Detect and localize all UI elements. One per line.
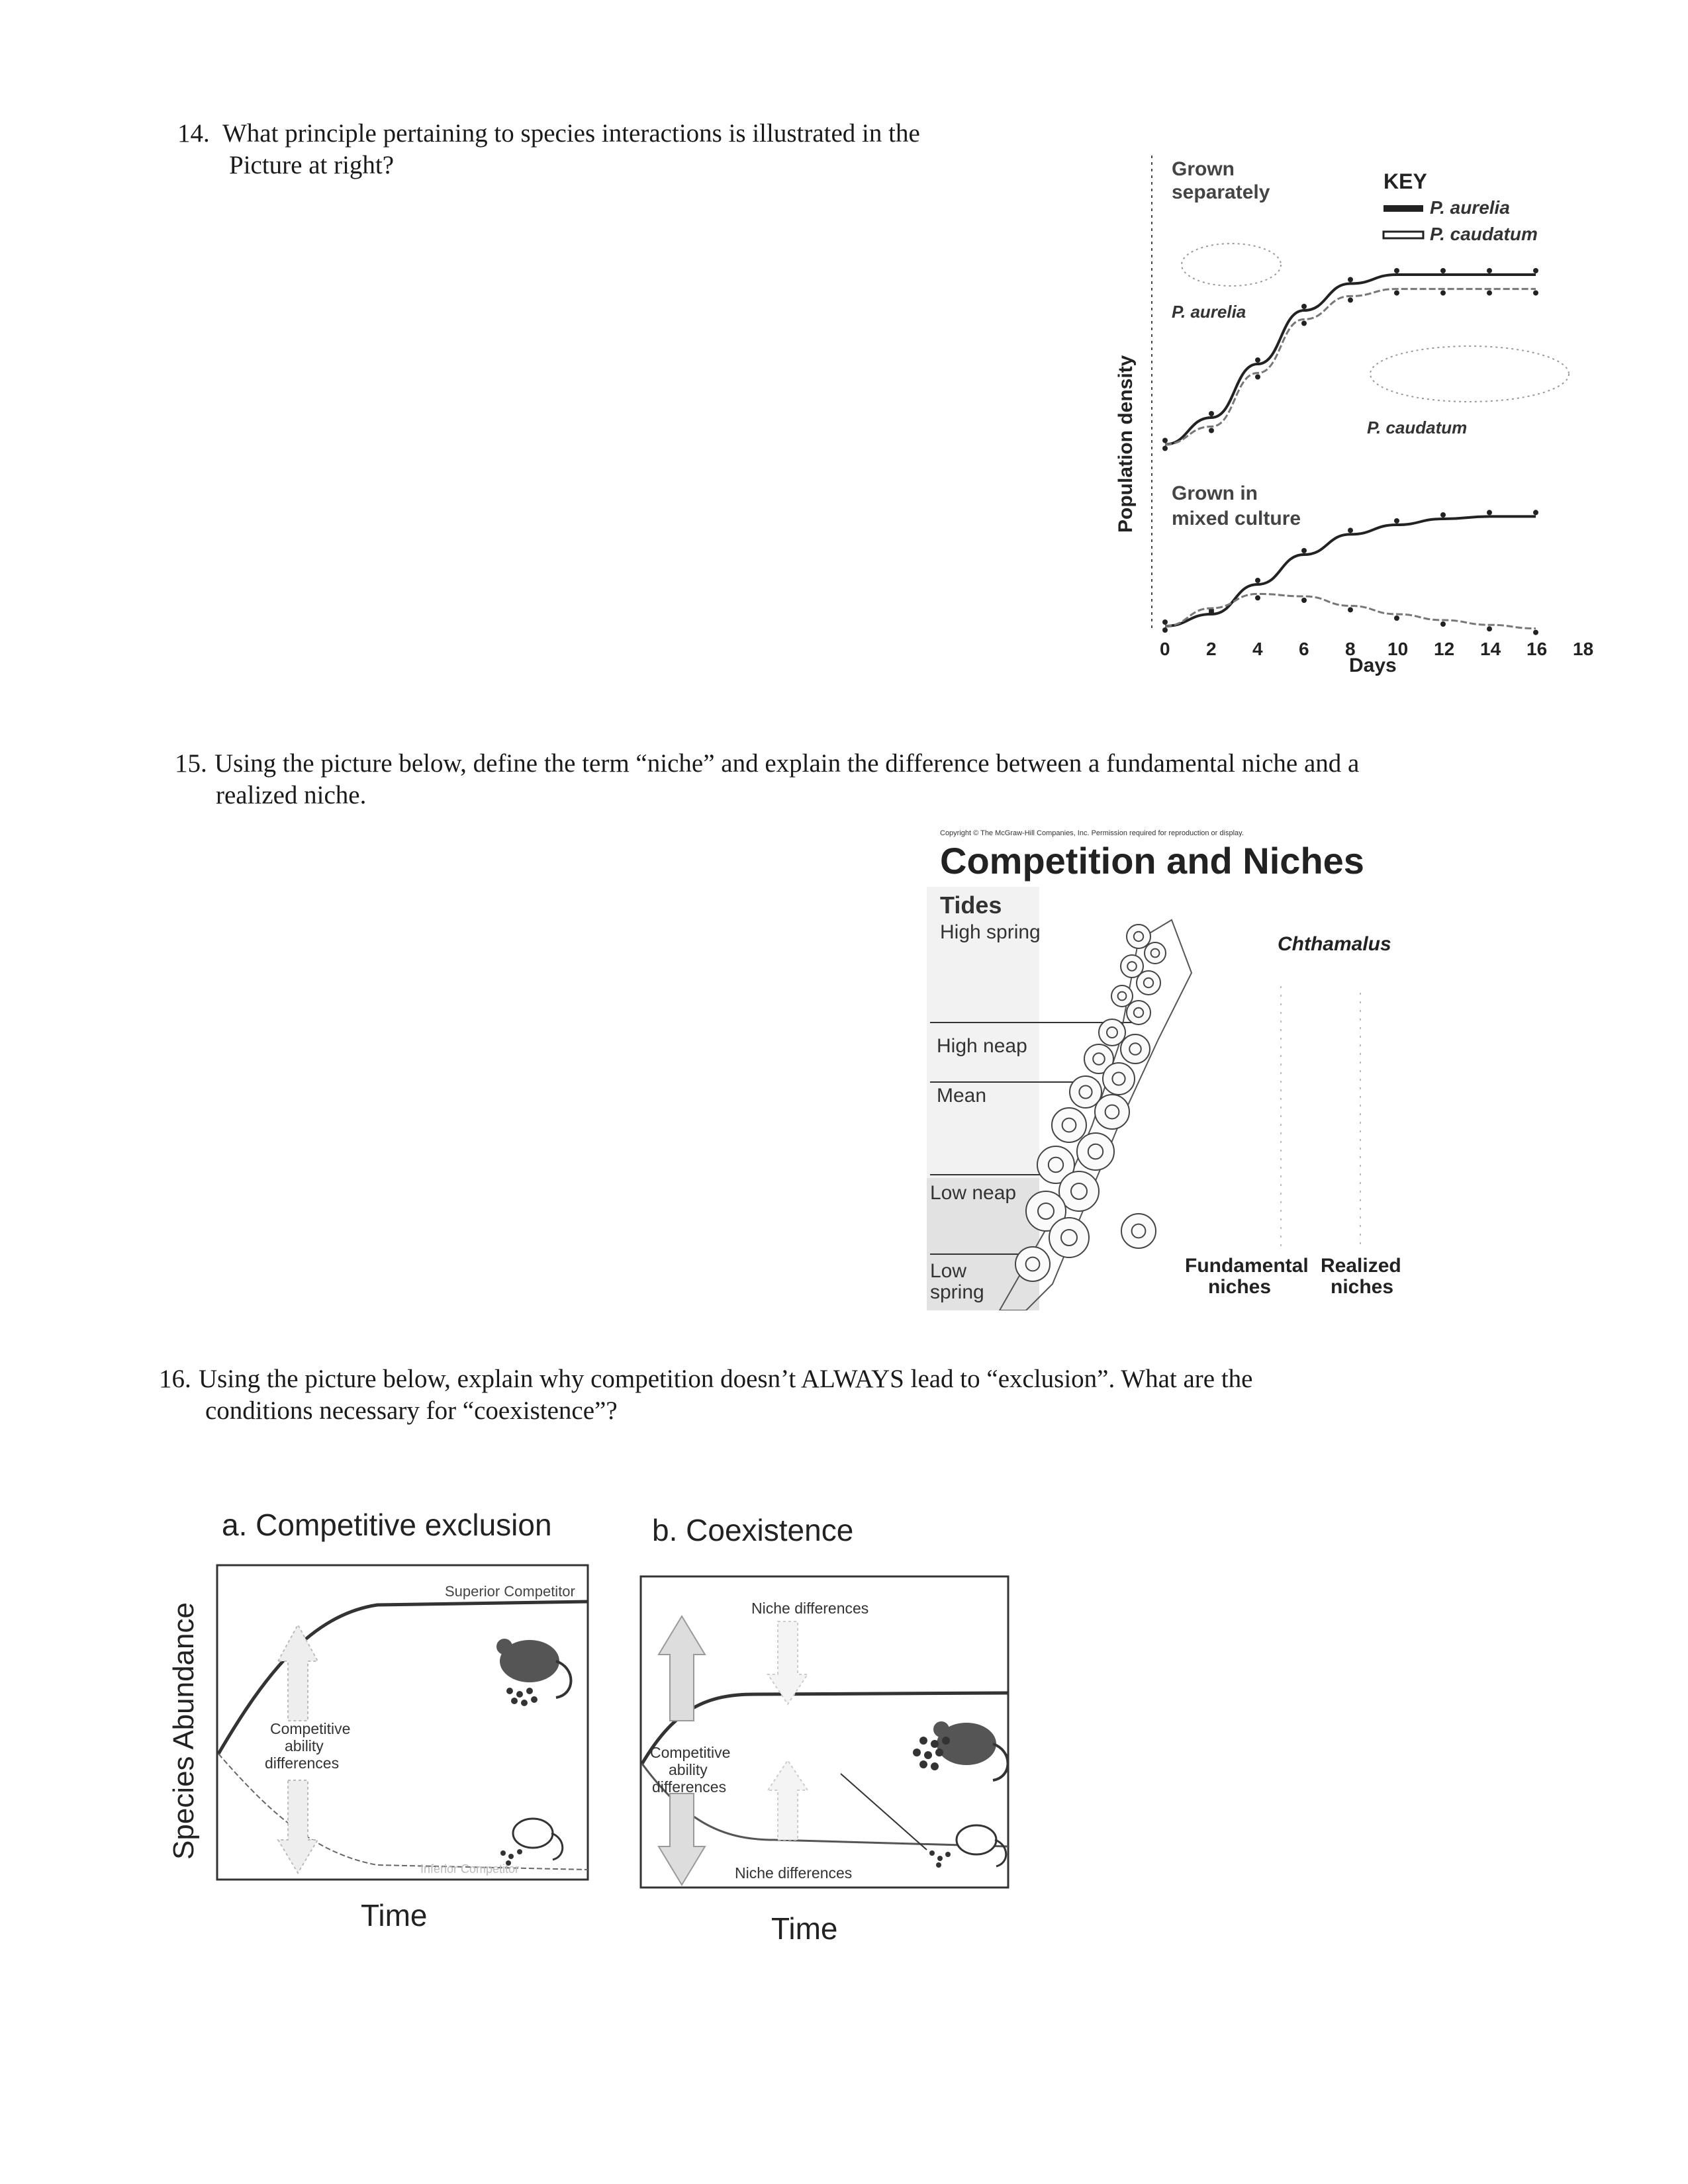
- data-point: [1301, 548, 1307, 553]
- paramecium-figure: [1099, 142, 1595, 698]
- barnacle: [1052, 1108, 1086, 1142]
- niches-title: Competition and Niches: [940, 840, 1364, 882]
- x-tick-label: 14: [1480, 639, 1501, 659]
- fundamental-niches-label: Fundamental: [1185, 1255, 1309, 1277]
- data-point: [1533, 268, 1538, 273]
- data-point: [1348, 277, 1353, 283]
- key-aurelia: P. aurelia: [1430, 197, 1510, 218]
- data-point: [1162, 627, 1168, 633]
- barnacle: [1099, 1019, 1125, 1046]
- question-text: Using the picture below, explain why competition doesn’t ALWAYS lead to “exclusion”. What are the: [199, 1365, 1253, 1393]
- level-high-spring: High spring: [940, 921, 1041, 943]
- data-point: [1255, 578, 1260, 583]
- panel-b-title: b. Coexistence: [652, 1513, 854, 1547]
- key-aurelia-swatch: [1383, 205, 1423, 212]
- data-point: [1209, 411, 1214, 416]
- question-text: What principle pertaining to species interactions is illustrated in the: [222, 119, 920, 148]
- level-low: Low: [930, 1260, 967, 1282]
- copyright-line: Copyright © The McGraw-Hill Companies, Inc. Permission required for reproduction or display.: [940, 829, 1244, 837]
- x-tick-label: 6: [1299, 639, 1309, 659]
- top-panel-label-2: separately: [1172, 181, 1270, 203]
- question-text: Picture at right?: [229, 151, 395, 179]
- data-point: [1348, 297, 1353, 302]
- level-low-neap: Low neap: [930, 1182, 1017, 1204]
- data-point: [1255, 357, 1260, 363]
- fundamental-niches-label-2: niches: [1208, 1276, 1272, 1298]
- data-point: [1162, 619, 1168, 625]
- coexistence-figure: [159, 1502, 1086, 1979]
- competitive-ability-line-3: differences: [265, 1754, 340, 1772]
- question-14: [177, 118, 1104, 181]
- x-tick-label: 16: [1526, 639, 1548, 659]
- barnacle: [1111, 985, 1133, 1007]
- competitive-ability-line-1: Competitive: [270, 1720, 351, 1737]
- competitive-ability-line-1: Competitive: [650, 1744, 731, 1761]
- x-tick-label: 8: [1345, 639, 1356, 659]
- competitive-ability-line-2: ability: [669, 1761, 708, 1778]
- superior-competitor-label: Superior Competitor: [445, 1583, 575, 1600]
- level-spring: spring: [930, 1281, 984, 1303]
- data-point: [1533, 630, 1538, 635]
- question-number: 15.: [175, 749, 207, 778]
- data-point: [1440, 512, 1446, 518]
- species-chthamalus: Chthamalus: [1278, 933, 1391, 955]
- barnacle: [1127, 925, 1150, 948]
- data-point: [1533, 291, 1538, 296]
- niche-differences-top: Niche differences: [751, 1600, 869, 1617]
- question-text: conditions necessary for “coexistence”?: [205, 1396, 618, 1425]
- x-axis-label: Days: [1349, 655, 1397, 676]
- top-panel-label-1: Grown: [1172, 158, 1235, 180]
- data-point: [1533, 510, 1538, 515]
- data-point: [1487, 510, 1492, 515]
- barnacle: [1103, 1063, 1135, 1095]
- data-point: [1394, 518, 1399, 523]
- data-point: [1487, 268, 1492, 273]
- barnacle: [1095, 1095, 1129, 1129]
- tides-label: Tides: [940, 891, 1002, 919]
- data-point: [1394, 268, 1399, 273]
- x-tick-label: 4: [1252, 639, 1263, 659]
- data-point: [1301, 304, 1307, 309]
- key-title: KEY: [1383, 169, 1427, 193]
- barnacle: [1145, 942, 1166, 964]
- inferior-competitor-label: Inferior Competitor: [420, 1862, 520, 1876]
- niches-figure: [920, 821, 1450, 1310]
- question-15: [175, 748, 1664, 811]
- separate-culture-plot: [1162, 268, 1538, 451]
- bottom-panel-label-2: mixed culture: [1172, 508, 1301, 529]
- x-tick-label: 2: [1206, 639, 1217, 659]
- data-point: [1162, 446, 1168, 451]
- data-point: [1348, 607, 1353, 612]
- data-point: [1162, 438, 1168, 443]
- barnacle: [1077, 1133, 1114, 1170]
- competitive-ability-line-2: ability: [285, 1737, 324, 1754]
- barnacle: [1015, 1247, 1050, 1281]
- barnacle: [1137, 971, 1160, 995]
- data-point: [1440, 621, 1446, 627]
- data-point: [1209, 610, 1214, 615]
- x-tick-label: 18: [1573, 639, 1594, 659]
- data-point: [1487, 626, 1492, 631]
- panel-a-x-label: Time: [361, 1898, 428, 1933]
- data-point: [1255, 595, 1260, 600]
- data-point: [1394, 291, 1399, 296]
- realized-niches-label-2: niches: [1331, 1276, 1394, 1298]
- niche-differences-bottom: Niche differences: [735, 1864, 853, 1882]
- caudatum-label: P. caudatum: [1367, 418, 1468, 437]
- data-point: [1440, 291, 1446, 296]
- question-text: realized niche.: [216, 781, 367, 809]
- question-16: [159, 1363, 1516, 1427]
- data-point: [1255, 375, 1260, 380]
- panel-b-x-label: Time: [771, 1911, 838, 1946]
- data-point: [1440, 268, 1446, 273]
- barnacle: [1049, 1218, 1089, 1257]
- key-caudatum: P. caudatum: [1430, 224, 1538, 244]
- level-mean: Mean: [937, 1085, 987, 1107]
- y-axis-label: Species Abundance: [167, 1602, 200, 1860]
- realized-niches-label: Realized: [1321, 1255, 1401, 1277]
- bottom-panel-label-1: Grown in: [1172, 482, 1258, 504]
- barnacle: [1121, 1214, 1156, 1248]
- aurelia-organism: [1182, 244, 1281, 286]
- question-number: 16.: [159, 1365, 191, 1393]
- barnacle: [1127, 1001, 1150, 1024]
- question-number: 14.: [177, 119, 210, 148]
- y-axis-label: Population density: [1115, 355, 1137, 533]
- aurelia-label: P. aurelia: [1172, 302, 1246, 322]
- data-point: [1301, 598, 1307, 603]
- key-caudatum-swatch: [1383, 232, 1423, 238]
- question-text: Using the picture below, define the term “niche” and explain the difference between a fundamental niche and a: [214, 749, 1360, 778]
- data-point: [1209, 428, 1214, 433]
- data-point: [1348, 527, 1353, 533]
- caudatum-organism: [1370, 346, 1569, 402]
- barnacle: [1121, 1034, 1150, 1064]
- data-point: [1301, 321, 1307, 326]
- panel-a-title: a. Competitive exclusion: [222, 1508, 552, 1542]
- data-point: [1487, 291, 1492, 296]
- competitive-ability-line-3: differences: [652, 1778, 727, 1796]
- level-high-neap: High neap: [937, 1035, 1027, 1057]
- x-tick-label: 12: [1434, 639, 1455, 659]
- data-point: [1394, 615, 1399, 621]
- x-tick-label: 0: [1160, 639, 1170, 659]
- x-tick-label: 10: [1387, 639, 1409, 659]
